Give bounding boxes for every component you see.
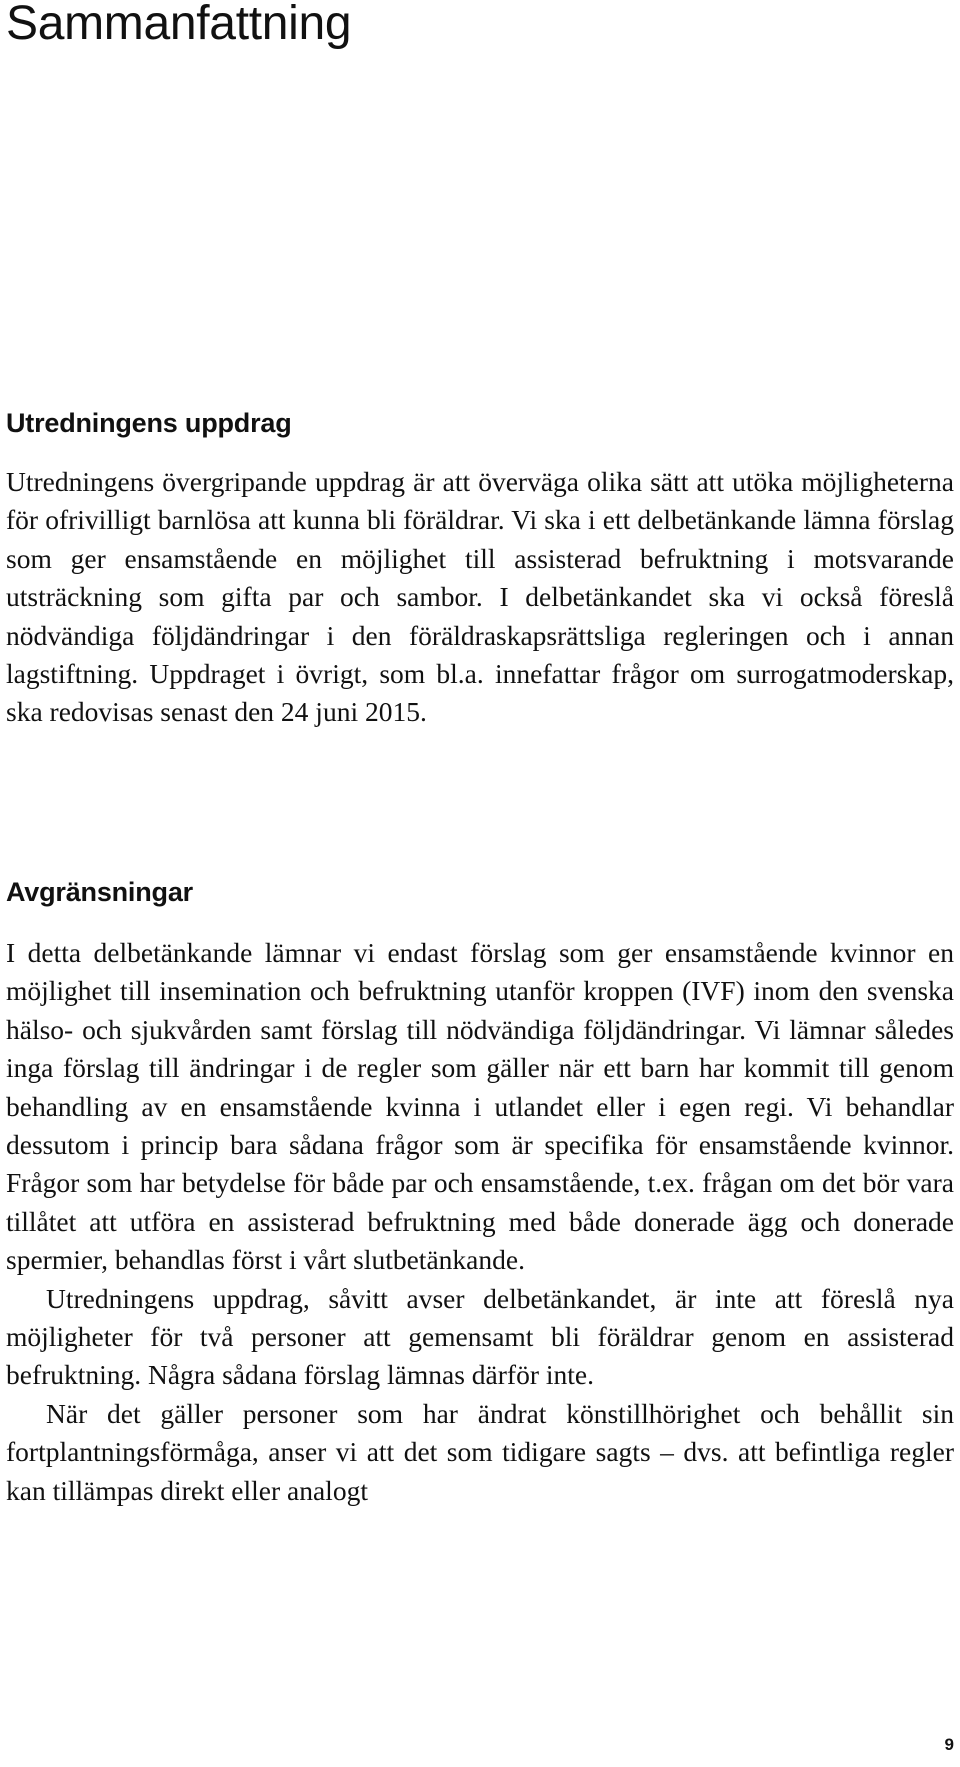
section-utredningens-uppdrag [6,403,954,732]
section-heading: Avgränsningar [6,877,193,907]
body-paragraph: När det gäller personer som har ändrat könstillhörighet och behållit sin fortplantningsförmåga, anser vi att det som tidigare sagts – dvs. att befintliga regler kan tillämpas direkt eller analogt [6,1397,954,1506]
body-paragraph: I detta delbetänkande lämnar vi endast förslag som ger ensamstående kvinnor en möjlighet till insemination och befruktning utanför kroppen (IVF) inom den svenska hälso- och sjukvården samt förslag till nödvändiga följdändringar. Vi lämnar således inga förslag till ändringar i de regler som gäller när ett barn har kommit till genom behandling av en ensamstående kvinna i utlandet eller i egen regi. Vi behandlar dessutom i princip bara sådana frågor som är specifika för ensamstående kvinnor. Frågor som har betydelse för både par och ensamstående, t.ex. frågan om det bör vara tillåtet att utföra en assisterad befruktning med både donerade ägg och donerade spermier, behandlas först i vårt slutbetänkande. [6,937,954,1276]
body-paragraph: Utredningens uppdrag, såvitt avser delbetänkandet, är inte att föreslå nya möjligheter för två personer att gemensamt bli föräldrar genom en assisterad befruktning. Några sådana förslag lämnas därför inte. [6,1282,954,1391]
chapter-title: Sammanfattning [6,0,352,50]
section-avgransningar [6,872,954,1510]
body-paragraph: Utredningens övergripande uppdrag är att överväga olika sätt att utöka möjligheterna för ofrivilligt barnlösa att kunna bli föräldrar. Vi ska i ett delbetänkande lämna förslag som ger ensamstående en möjlighet till assisterad befruktning i motsvarande utsträckning som gifta par och sambor. I delbetänkandet ska vi också föreslå nödvändiga följdändringar i den föräldraskapsrättsliga regleringen och i annan lagstiftning. Uppdraget i övrigt, som bl.a. innefattar frågor om surrogatmoderskap, ska redovisas senast den 24 juni 2015. [6,466,954,728]
page-number: 9 [944,1735,954,1754]
section-heading: Utredningens uppdrag [6,408,292,438]
